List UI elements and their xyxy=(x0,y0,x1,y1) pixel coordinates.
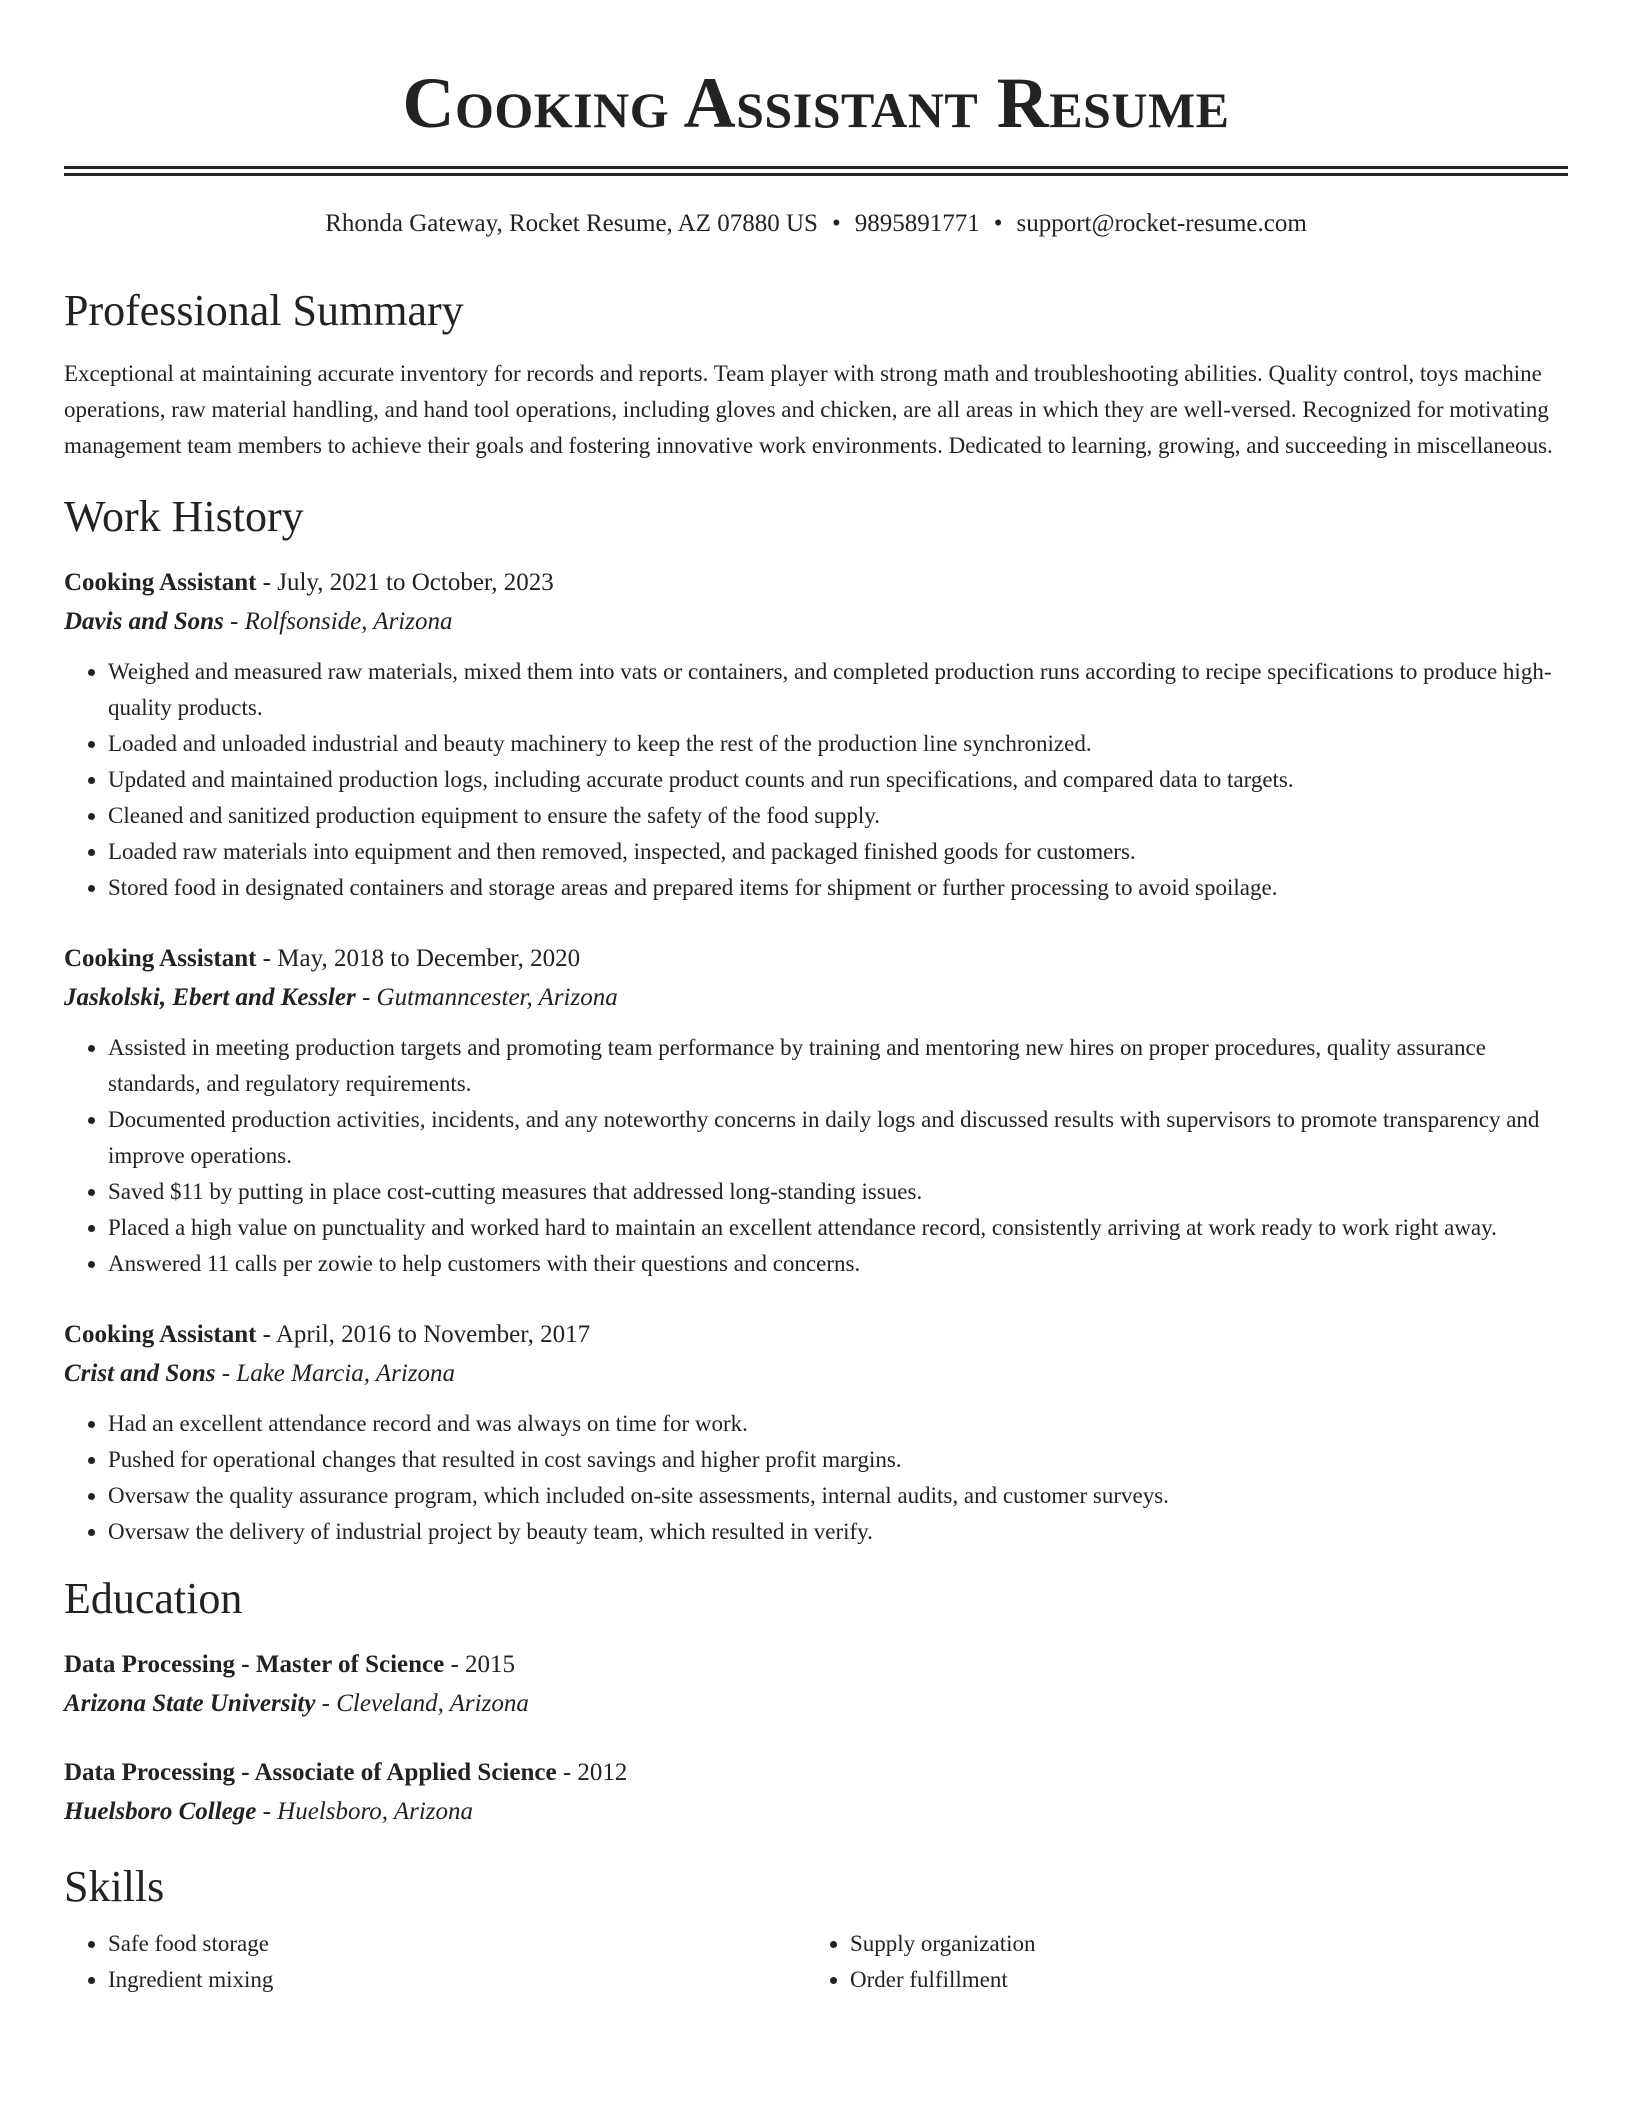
job-bullet: • Oversaw the delivery of industrial project by beauty team, which resulted in verify. xyxy=(108,1514,1568,1550)
education-school-line xyxy=(64,1684,1568,1724)
job-company-line xyxy=(64,978,1568,1018)
job-title: Cooking Assistant xyxy=(64,569,257,596)
skill-item: • Supply organization xyxy=(850,1926,1548,1962)
skills-heading: Skills xyxy=(64,1862,165,1911)
education-degree: Data Processing - Master of Science xyxy=(64,1651,445,1678)
job-bullet: • Oversaw the quality assurance program, which included on-site assessments, internal audits, and customer surveys. xyxy=(108,1478,1568,1514)
contact-phone: 9895891771 xyxy=(854,210,980,237)
job-bullet: • Pushed for operational changes that resulted in cost savings and higher profit margins. xyxy=(108,1442,1568,1478)
job-company-line xyxy=(64,1354,1568,1394)
education-degree-line xyxy=(64,1646,1568,1684)
education-degree-line xyxy=(64,1754,1568,1792)
job-company: Jaskolski, Ebert and Kessler xyxy=(64,984,356,1011)
summary-heading: Professional Summary xyxy=(64,286,464,335)
contact-separator: • xyxy=(831,210,841,237)
skills-column-right xyxy=(806,1926,1548,1998)
job-bullet: • Assisted in meeting production targets and promoting team performance by training and mentoring new hires on proper procedures, quality assurance standards, and regulatory requirements. xyxy=(108,1030,1568,1102)
education-entry xyxy=(64,1754,1568,1832)
job-bullet: • Weighed and measured raw materials, mixed them into vats or containers, and completed production runs according to recipe specifications to produce high-quality products. xyxy=(108,654,1568,726)
education-school: Huelsboro College xyxy=(64,1798,257,1825)
contact-email: support@rocket-resume.com xyxy=(1016,210,1307,237)
job-bullet: • Placed a high value on punctuality and worked hard to maintain an excellent attendance record, consistently arriving at work ready to work right away. xyxy=(108,1210,1568,1246)
job-bullet: • Stored food in designated containers and storage areas and prepared items for shipment or further processing to avoid spoilage. xyxy=(108,870,1568,906)
skills-column-left xyxy=(64,1926,806,1998)
contact-line xyxy=(64,208,1568,240)
job-bullet: • Cleaned and sanitized production equipment to ensure the safety of the food supply. xyxy=(108,798,1568,834)
job-location: - Rolfsonside, Arizona xyxy=(223,608,453,635)
resume-title: Cooking Assistant Resume xyxy=(402,63,1230,143)
job-bullet: • Loaded and unloaded industrial and beauty machinery to keep the rest of the production line synchronized. xyxy=(108,726,1568,762)
education-location: - Cleveland, Arizona xyxy=(315,1690,529,1717)
job-bullet: • Had an excellent attendance record and was always on time for work. xyxy=(108,1406,1568,1442)
job-title-line xyxy=(64,940,1568,978)
job-bullets xyxy=(64,1406,1568,1550)
education-year: - 2012 xyxy=(556,1759,628,1786)
job-title: Cooking Assistant xyxy=(64,1321,257,1348)
job-company-line xyxy=(64,602,1568,642)
job-bullets xyxy=(64,1030,1568,1282)
job-company: Davis and Sons xyxy=(64,608,224,635)
education-school: Arizona State University xyxy=(64,1690,316,1717)
skill-item: • Safe food storage xyxy=(108,1926,806,1962)
job-entry xyxy=(64,1316,1568,1550)
job-bullet: • Answered 11 calls per zowie to help customers with their questions and concerns. xyxy=(108,1246,1568,1282)
summary-text: Exceptional at maintaining accurate inventory for records and reports. Team player with strong math and troubleshooting abilities. Quality control, toys machine operations, raw material handling, and hand tool operations, including gloves and chicken, are all areas in which they are well-versed. Recognized for motivating management team members to achieve their goals and fostering innovative work environments. Dedicated to learning, growing, and succeeding in miscellaneous. xyxy=(64,361,1553,458)
job-bullet: • Updated and maintained production logs, including accurate product counts and run specifications, and compared data to targets. xyxy=(108,762,1568,798)
job-title-line xyxy=(64,1316,1568,1354)
job-bullet: • Saved $11 by putting in place cost-cutting measures that addressed long-standing issues. xyxy=(108,1174,1568,1210)
contact-separator: • xyxy=(993,210,1003,237)
job-company: Crist and Sons xyxy=(64,1360,216,1387)
education-heading: Education xyxy=(64,1574,243,1623)
education-degree: Data Processing - Associate of Applied Science xyxy=(64,1759,557,1786)
job-bullet: • Loaded raw materials into equipment and then removed, inspected, and packaged finished goods for customers. xyxy=(108,834,1568,870)
job-title: Cooking Assistant xyxy=(64,945,257,972)
education-location: - Huelsboro, Arizona xyxy=(256,1798,474,1825)
job-dates: - May, 2018 to December, 2020 xyxy=(256,945,581,972)
job-dates: - July, 2021 to October, 2023 xyxy=(256,569,554,596)
education-school-line xyxy=(64,1792,1568,1832)
job-bullets xyxy=(64,654,1568,906)
education-year: - 2015 xyxy=(444,1651,516,1678)
job-entry xyxy=(64,940,1568,1282)
job-dates: - April, 2016 to November, 2017 xyxy=(256,1321,591,1348)
job-location: - Lake Marcia, Arizona xyxy=(215,1360,456,1387)
job-entry xyxy=(64,564,1568,906)
contact-address: Rhonda Gateway, Rocket Resume, AZ 07880 US xyxy=(325,210,818,237)
education-entry xyxy=(64,1646,1568,1724)
job-title-line xyxy=(64,564,1568,602)
skill-item: • Order fulfillment xyxy=(850,1962,1548,1998)
job-bullet: • Documented production activities, incidents, and any noteworthy concerns in daily logs and discussed results with supervisors to promote transparency and improve operations. xyxy=(108,1102,1568,1174)
job-location: - Gutmanncester, Arizona xyxy=(355,984,618,1011)
title-divider xyxy=(64,166,1568,176)
skills-list xyxy=(64,1926,1568,1998)
skill-item: • Ingredient mixing xyxy=(108,1962,806,1998)
work-history-heading: Work History xyxy=(64,492,304,541)
